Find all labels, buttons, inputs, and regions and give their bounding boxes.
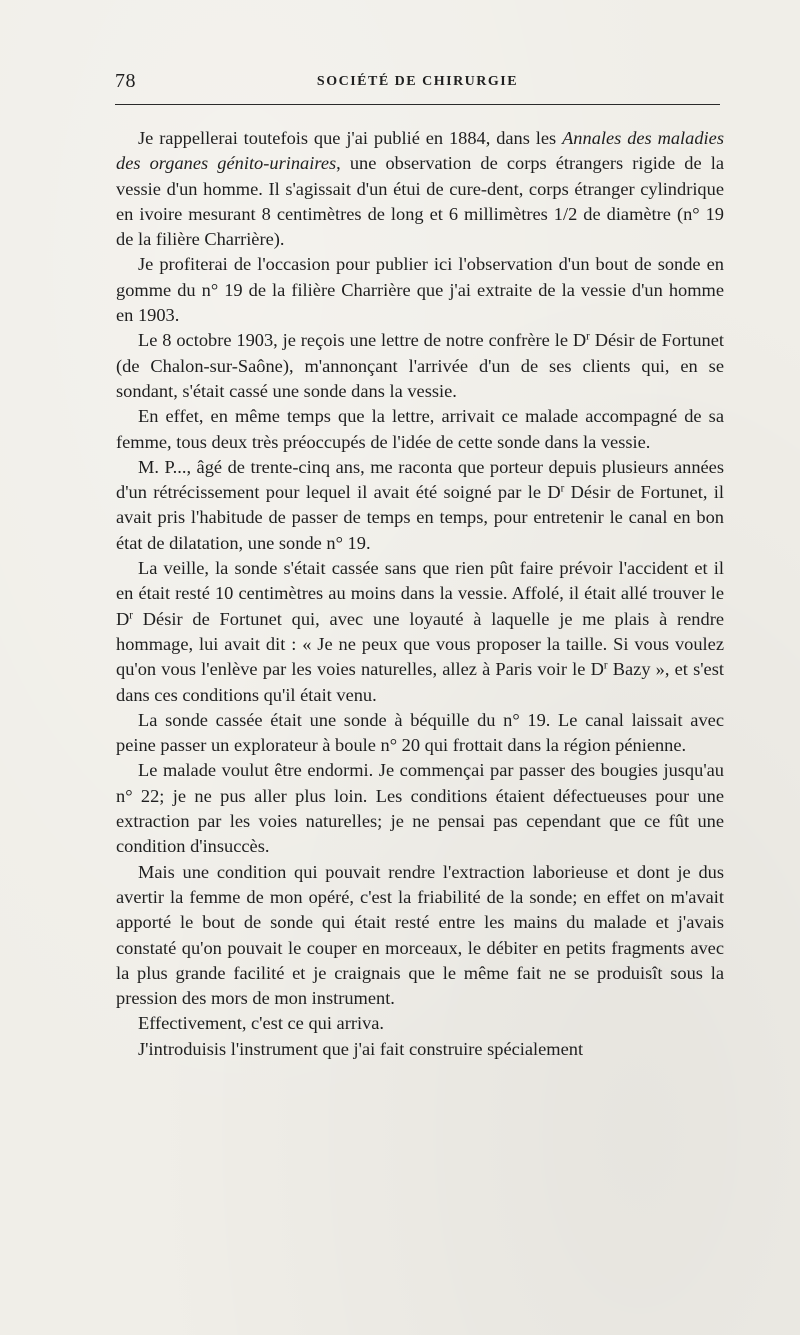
paragraph: La veille, la sonde s'était cassée sans que rien pût faire prévoir l'accident et il en était resté 10 centimètres au moins dans la vessie. Affolé, il était allé trouver le $D^r$ Désir de Fortunet qui, avec une loyauté à laquelle je me plais à rendre hommage, lui avait dit : « Je ne peux que vous proposer la taille. Si vous voulez qu'on vous l'enlève par les voies naturelles, allez à Paris voir le $D^r$ Bazy », et s'est dans ces conditions qu'il était venu. bbox=[116, 558, 724, 705]
paragraph: M. P..., âgé de trente-cinq ans, me raconta que porteur depuis plusieurs années d'un rétrécissement pour lequel il avait été soigné par le $D^r$ Désir de Fortunet, il avait pris l'habitude de passer de temps en temps, pour entretenir le canal en bon état de dilatation, une sonde n° 19. bbox=[116, 456, 724, 553]
page-number: 78 bbox=[115, 70, 136, 92]
paragraph: La sonde cassée était une sonde à béquille du n° 19. Le canal laissait avec peine passer un explorateur à boule n° 20 qui frottait dans la région pénienne. bbox=[116, 709, 724, 756]
paragraph: Le 8 octobre 1903, je reçois une lettre de notre confrère le $D^r$ Désir de Fortunet (de Chalon-sur-Saône), m'annonçant l'arrivée d'un de ses clients qui, en se sondant, s'était cassé une sonde dans la vessie. bbox=[116, 330, 724, 401]
paragraph: Le malade voulut être endormi. Je commençai par passer des bougies jusqu'au n° 22; je ne pus aller plus loin. Les conditions étaient défectueuses pour une extraction par les voies naturelles; je ne pensai pas cependant que ce fût une condition d'insuccès. bbox=[116, 760, 724, 857]
paragraph: J'introduisis l'instrument que j'ai fait construire spécialement bbox=[138, 1038, 584, 1059]
paragraph: Mais une condition qui pouvait rendre l'extraction laborieuse et dont je dus avertir la femme de mon opéré, c'est la friabilité de la sonde; en effet on m'avait apporté le bout de sonde qui était resté entre les mains du malade et j'avais constaté qu'on pouvait le couper en morceaux, le débiter en petits fragments avec la plus grande facilité et je craignais que le même fait ne se produisît sous la pression des mors de mon instrument. bbox=[116, 861, 724, 1009]
journal-title: SOCIÉTÉ DE CHIRURGIE bbox=[316, 74, 519, 89]
journal-reference: Annales des maladies des organes génito-urinaires bbox=[116, 128, 724, 174]
running-head bbox=[115, 70, 720, 94]
header-rule bbox=[115, 104, 720, 105]
article-body bbox=[116, 126, 724, 1062]
paragraph: Effectivement, c'est ce qui arriva. bbox=[138, 1013, 385, 1034]
paragraph: Je rappellerai toutefois que j'ai publié en 1884, dans les Annales des maladies des organes génito-urinaires, une observation de corps étrangers rigide de la vessie d'un homme. Il s'agissait d'un étui de cure-dent, corps étranger cylindrique en ivoire mesurant 8 centimètres de long et 6 millimètres 1/2 de diamètre (n° 19 de la filière Charrière). bbox=[116, 128, 724, 250]
paragraph: Je profiterai de l'occasion pour publier ici l'observation d'un bout de sonde en gomme du n° 19 de la filière Charrière que j'ai extraite de la vessie d'un homme en 1903. bbox=[116, 254, 724, 326]
paragraph: En effet, en même temps que la lettre, arrivait ce malade accompagné de sa femme, tous deux très préoccupés de l'idée de cette sonde dans la vessie. bbox=[116, 406, 724, 452]
